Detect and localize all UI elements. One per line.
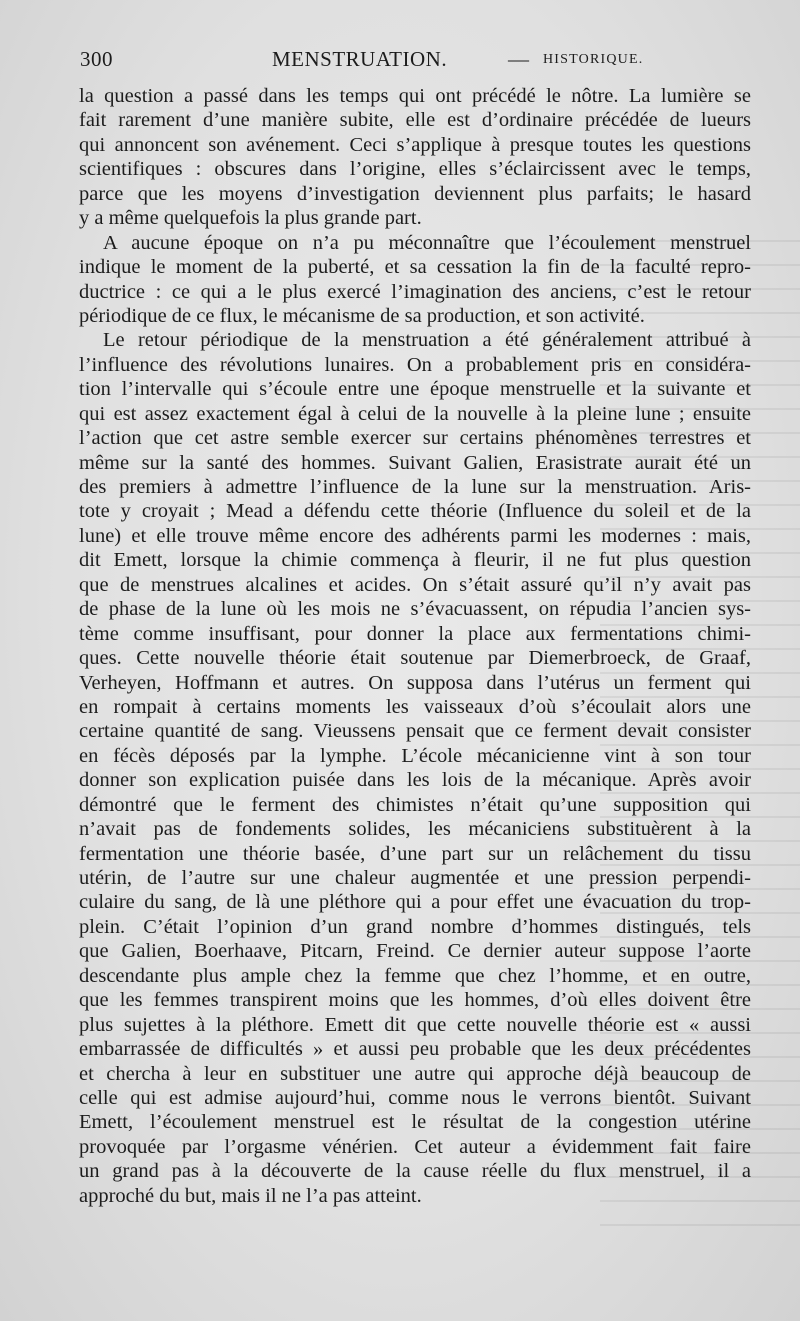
text-line: certaine quantité de sang. Vieussens pensait que ce ferment devait consister [79, 720, 751, 743]
text-line: ductrice : ce qui a le plus exercé l’imagination des anciens, c’est le retour [79, 280, 751, 303]
text-line: tote y croyait ; Mead a défendu cette théorie (Influence du soleil et de la [79, 500, 751, 523]
text-line: provoquée par l’orgasme vénérien. Cet auteur a évidemment fait faire [79, 1135, 751, 1158]
text-line: des premiers à admettre l’influence de la lune sur la menstruation. Aris- [79, 476, 751, 498]
text-line: même sur la santé des hommes. Suivant Galien, Erasistrate aurait été un [79, 451, 751, 474]
text-line: y a même quelquefois la plus grande part. [79, 207, 422, 230]
text-line: l’action que cet astre semble exercer sur certains phénomènes terrestres et [79, 427, 751, 450]
text-line: en fécès déposés par la lymphe. L’école mécanicienne vint à son tour [79, 744, 751, 767]
text-line: plein. C’était l’opinion d’un grand nombre d’hommes distingués, tels [79, 915, 751, 938]
page-number: 300 [80, 47, 113, 71]
text-line: embarrassée de difficultés » et aussi peu probable que les deux précédentes [79, 1038, 751, 1061]
text-line: celle qui est admise aujourd’hui, comme nous le verrons bientôt. Suivant [79, 1086, 751, 1109]
text-line: utérin, de l’autre sur une chaleur augmentée et une pression perpendi- [79, 867, 751, 889]
text-line: fait rarement d’une manière subite, elle est d’ordinaire précédée de lueurs [79, 109, 751, 132]
text-line: en rompait à certains moments les vaisseaux d’où s’écoulait alors une [79, 695, 751, 718]
text-line: fermentation une théorie basée, d’une part sur un relâchement du tissu [79, 842, 751, 865]
text-line: A aucune époque on n’a pu méconnaître que l’écoulement menstruel [103, 231, 751, 254]
text-line: n’avait pas de fondements solides, les mécaniciens substituèrent à la [79, 818, 751, 841]
running-dash: — [508, 47, 530, 71]
text-line: qui est assez exactement égal à celui de la nouvelle à la pleine lune ; ensuite [79, 402, 751, 425]
text-line: qui annoncent son avénement. Ceci s’applique à presque toutes les questions [79, 133, 751, 156]
text-line: Emett, l’écoulement menstruel est le résultat de la congestion utérine [79, 1111, 751, 1134]
text-line: démontré que le ferment des chimistes n’était qu’une supposition qui [79, 793, 751, 816]
text-line: plus sujettes à la pléthore. Emett dit que cette nouvelle théorie est « aussi [79, 1013, 751, 1036]
text-line: parce que les moyens d’investigation deviennent plus parfaits; le hasard [79, 182, 751, 205]
text-line: de phase de la lune où les mois ne s’évacuassent, on répudia l’ancien sys- [79, 598, 751, 621]
text-line: descendante plus ample chez la femme que chez l’homme, et en outre, [79, 964, 751, 987]
text-line: que Galien, Boerhaave, Pitcarn, Freind. Ce dernier auteur suppose l’aorte [79, 940, 751, 963]
text-line: approché du but, mais il ne l’a pas atteint. [79, 1184, 422, 1207]
text-line: tème comme insuffisant, pour donner la place aux fermentations chimi- [79, 622, 751, 645]
text-line: que de menstrues alcalines et acides. On s’était assuré qu’il n’y avait pas [79, 573, 751, 596]
running-title: MENSTRUATION. [272, 47, 448, 71]
running-subtitle: HISTORIQUE. [543, 52, 644, 67]
text-line: tion l’intervalle qui s’écoule entre une époque menstruelle et la suivante et [79, 378, 751, 401]
running-head [80, 44, 730, 74]
text-line: dit Emett, lorsque la chimie commença à fleurir, il ne fut plus question [79, 549, 751, 572]
text-line: un grand pas à la découverte de la cause réelle du flux menstruel, il a [79, 1160, 751, 1183]
text-line: périodique de ce flux, le mécanisme de sa production, et son activité. [79, 304, 645, 327]
body-text [79, 84, 751, 1208]
text-line: Le retour périodique de la menstruation a été généralement attribué à [103, 329, 751, 352]
text-line: que les femmes transpirent moins que les hommes, d’où elles doivent être [79, 989, 751, 1012]
text-line: la question a passé dans les temps qui ont précédé le nôtre. La lumière se [79, 85, 751, 107]
text-line: ques. Cette nouvelle théorie était soutenue par Diemerbroeck, de Graaf, [79, 647, 751, 670]
text-line: Verheyen, Hoffmann et autres. On supposa dans l’utérus un ferment qui [79, 671, 751, 694]
text-line: l’influence des révolutions lunaires. On a probablement pris en considéra- [79, 353, 751, 376]
text-line: indique le moment de la puberté, et sa cessation la fin de la faculté repro- [79, 256, 751, 279]
text-line: lune) et elle trouve même encore des adhérents parmi les modernes : mais, [79, 524, 751, 547]
text-line: et chercha à leur en substituer une autre qui approche déjà beaucoup de [79, 1062, 751, 1085]
text-line: donner son explication puisée dans les lois de la mécanique. Après avoir [79, 769, 751, 792]
text-line: scientifiques : obscures dans l’origine, elles s’éclaircissent avec le temps, [79, 158, 751, 181]
text-line: culaire du sang, de là une pléthore qui a pour effet une évacuation du trop- [79, 891, 751, 914]
